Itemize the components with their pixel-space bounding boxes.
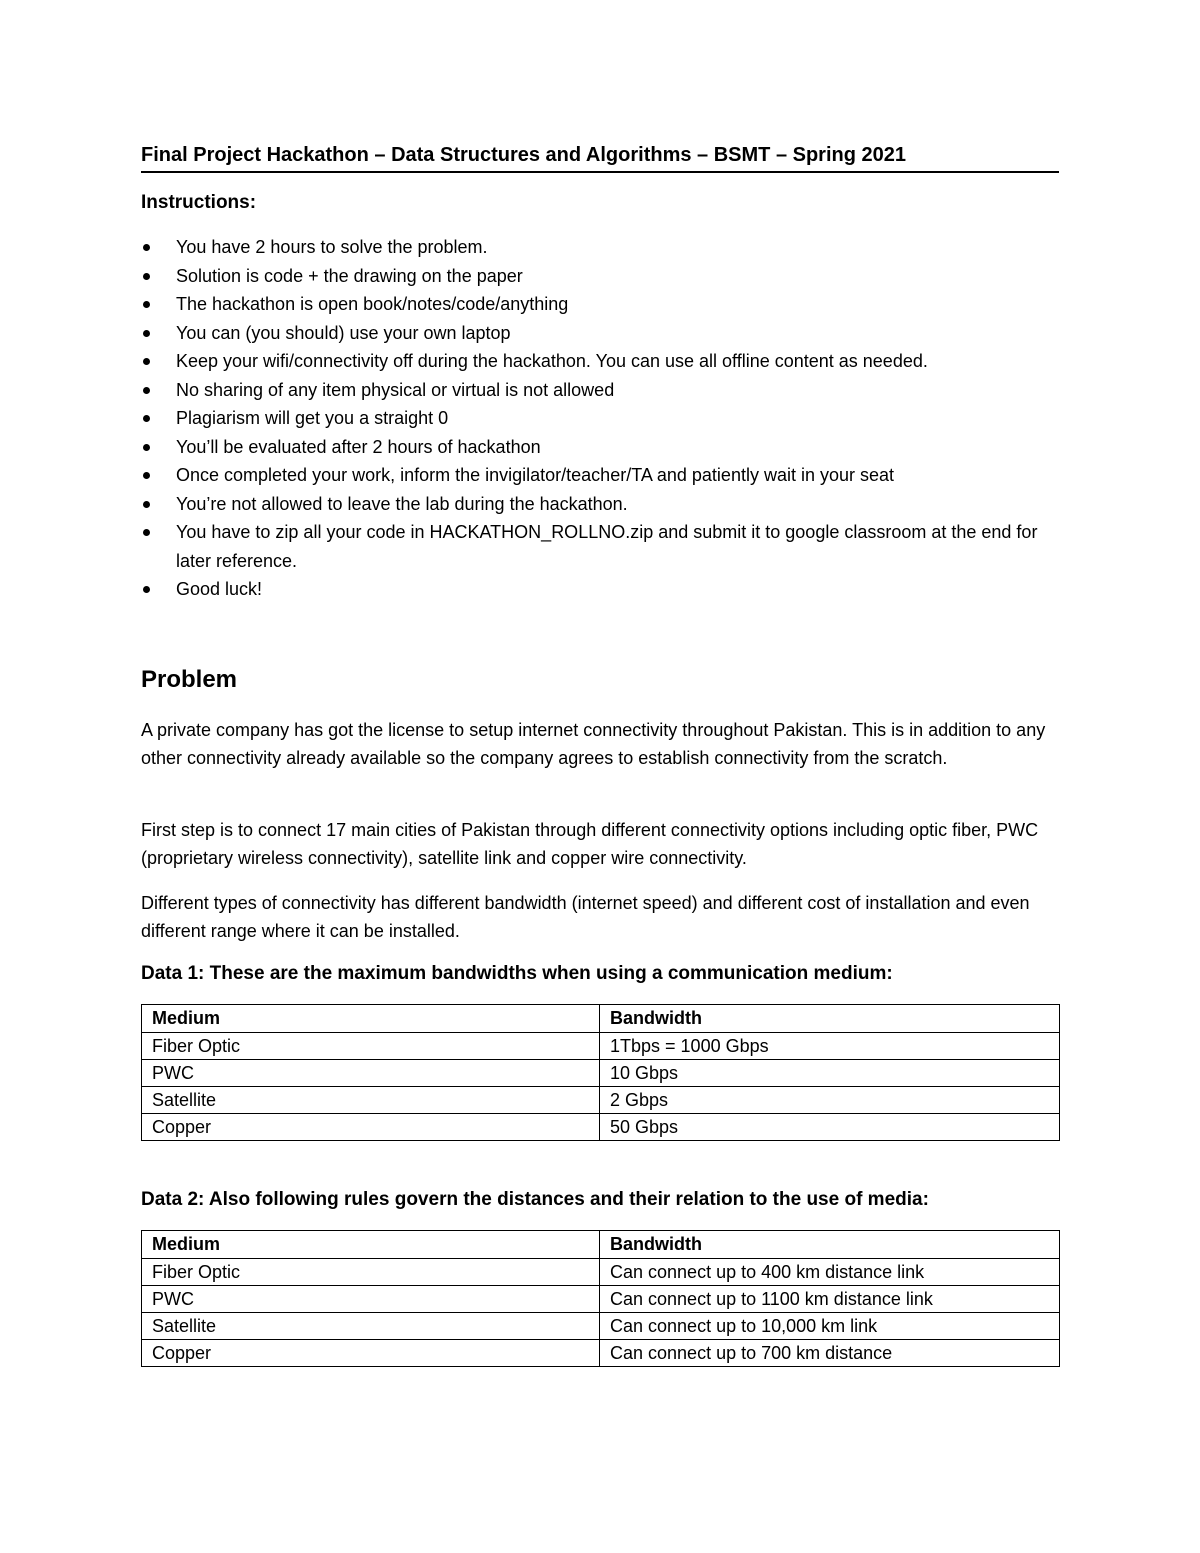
table-cell: Satellite bbox=[142, 1087, 600, 1114]
list-item bbox=[141, 404, 1059, 433]
bullet-icon bbox=[143, 501, 150, 508]
list-item bbox=[141, 575, 1059, 604]
table-cell: 2 Gbps bbox=[600, 1087, 1060, 1114]
list-item bbox=[141, 233, 1059, 262]
table-row bbox=[142, 1033, 1060, 1060]
list-item bbox=[141, 319, 1059, 348]
table-cell: 1Tbps = 1000 Gbps bbox=[600, 1033, 1060, 1060]
table-cell: Can connect up to 1100 km distance link bbox=[600, 1286, 1060, 1313]
bullet-icon bbox=[143, 415, 150, 422]
list-item bbox=[141, 433, 1059, 462]
table-cell: PWC bbox=[142, 1286, 600, 1313]
table-cell: Can connect up to 700 km distance bbox=[600, 1340, 1060, 1367]
list-item bbox=[141, 290, 1059, 319]
table-cell: Copper bbox=[142, 1114, 600, 1141]
list-item-text: You’re not allowed to leave the lab during the hackathon. bbox=[176, 493, 628, 514]
table-cell: Copper bbox=[142, 1340, 600, 1367]
list-item bbox=[141, 518, 1059, 575]
list-item-text: Plagiarism will get you a straight 0 bbox=[176, 408, 449, 428]
data2-heading: Data 2: Also following rules govern the distances and their relation to the use of media: bbox=[141, 1189, 929, 1210]
list-item-text: Good luck! bbox=[176, 579, 263, 599]
bullet-icon bbox=[143, 244, 150, 251]
column-header: Bandwidth bbox=[600, 1005, 1060, 1033]
document-title: Final Project Hackathon – Data Structures and Algorithms – BSMT – Spring 2021 bbox=[141, 142, 1059, 173]
instructions-heading: Instructions: bbox=[141, 192, 257, 213]
list-item-text: Keep your wifi/connectivity off during the hackathon. You can use all offline content as needed. bbox=[176, 351, 928, 371]
problem-paragraph: Different types of connectivity has different bandwidth (internet speed) and different cost of installation and even different range where it can be installed. bbox=[141, 893, 1030, 942]
problem-paragraph: A private company has got the license to setup internet connectivity throughout Pakistan. This is in addition to any other connectivity already available so the company agrees to establish connectivity from the scratch. bbox=[141, 720, 1046, 769]
table-header-row bbox=[142, 1231, 1060, 1259]
table-cell: Satellite bbox=[142, 1313, 600, 1340]
table-row bbox=[142, 1087, 1060, 1114]
column-header: Medium bbox=[142, 1231, 600, 1259]
bullet-icon bbox=[143, 529, 150, 536]
table-cell: PWC bbox=[142, 1060, 600, 1087]
table-cell: 10 Gbps bbox=[600, 1060, 1060, 1087]
bullet-icon bbox=[143, 472, 150, 479]
problem-paragraph: First step is to connect 17 main cities of Pakistan through different connectivity options including optic fiber, PWC (proprietary wireless connectivity), satellite link and copper wire connectivity. bbox=[141, 820, 1039, 869]
bullet-icon bbox=[143, 387, 150, 394]
bullet-icon bbox=[143, 358, 150, 365]
bullet-icon bbox=[143, 273, 150, 280]
instructions-list bbox=[141, 233, 1059, 604]
table-cell: Fiber Optic bbox=[142, 1033, 600, 1060]
list-item bbox=[141, 376, 1059, 405]
table-row bbox=[142, 1313, 1060, 1340]
table-cell: Fiber Optic bbox=[142, 1259, 600, 1286]
table-row bbox=[142, 1114, 1060, 1141]
table-header-row bbox=[142, 1005, 1060, 1033]
list-item-text: You have to zip all your code in HACKATHON_ROLLNO.zip and submit it to google classroom at the end for later reference. bbox=[176, 522, 1038, 571]
table-row bbox=[142, 1340, 1060, 1367]
list-item bbox=[141, 461, 1059, 490]
column-header: Bandwidth bbox=[600, 1231, 1060, 1259]
table-row bbox=[142, 1286, 1060, 1313]
data1-heading: Data 1: These are the maximum bandwidths when using a communication medium: bbox=[141, 963, 893, 984]
bullet-icon bbox=[143, 301, 150, 308]
bullet-icon bbox=[143, 444, 150, 451]
list-item bbox=[141, 347, 1059, 376]
bullet-icon bbox=[143, 586, 150, 593]
list-item-text: The hackathon is open book/notes/code/anything bbox=[176, 294, 569, 314]
column-header: Medium bbox=[142, 1005, 600, 1033]
list-item bbox=[141, 262, 1059, 291]
list-item-text: You’ll be evaluated after 2 hours of hackathon bbox=[176, 436, 541, 457]
bandwidth-table bbox=[141, 1004, 1060, 1141]
table-row bbox=[142, 1060, 1060, 1087]
list-item-text: You can (you should) use your own laptop bbox=[176, 322, 511, 343]
table-cell: 50 Gbps bbox=[600, 1114, 1060, 1141]
list-item-text: No sharing of any item physical or virtual is not allowed bbox=[176, 379, 615, 400]
list-item-text: Once completed your work, inform the invigilator/teacher/TA and patiently wait in your seat bbox=[176, 465, 895, 485]
table-cell: Can connect up to 400 km distance link bbox=[600, 1259, 1060, 1286]
bullet-icon bbox=[143, 330, 150, 337]
list-item-text: Solution is code + the drawing on the paper bbox=[176, 265, 523, 286]
table-row bbox=[142, 1259, 1060, 1286]
table-cell: Can connect up to 10,000 km link bbox=[600, 1313, 1060, 1340]
problem-heading: Problem bbox=[141, 666, 238, 693]
list-item bbox=[141, 490, 1059, 519]
distance-table bbox=[141, 1230, 1060, 1367]
list-item-text: You have 2 hours to solve the problem. bbox=[176, 237, 488, 257]
